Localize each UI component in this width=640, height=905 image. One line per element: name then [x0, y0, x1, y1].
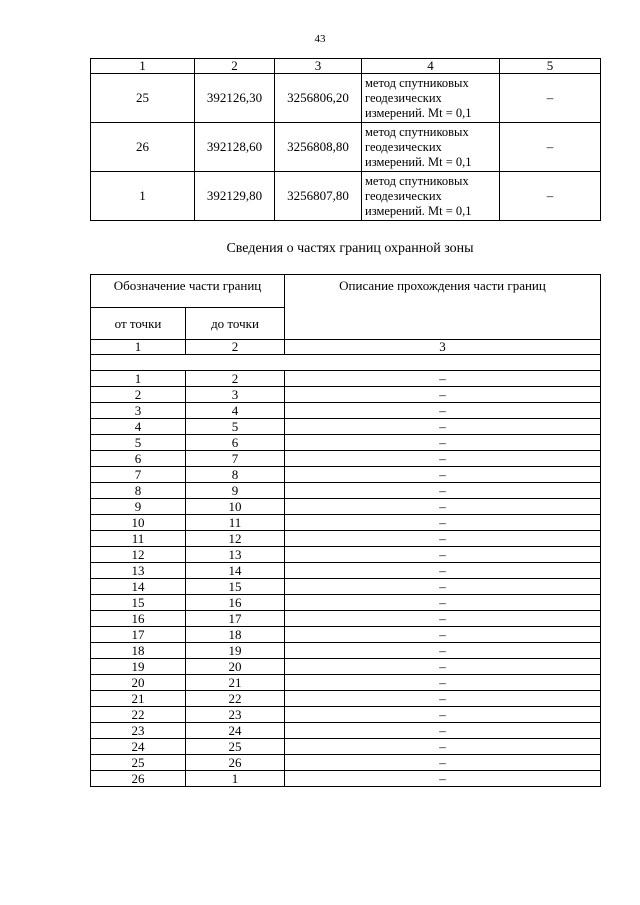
description-cell: – [285, 419, 601, 435]
description-cell: – [285, 371, 601, 387]
table-row [91, 643, 601, 659]
method-line: измерений. Mt = 0,1 [365, 154, 472, 169]
to-point: 23 [186, 707, 285, 723]
method-line: измерений. Mt = 0,1 [365, 105, 472, 120]
description-cell: – [285, 563, 601, 579]
table-row [91, 723, 601, 739]
from-point: 2 [91, 387, 186, 403]
to-point: 3 [186, 387, 285, 403]
table-row [91, 563, 601, 579]
from-point: 17 [91, 627, 186, 643]
to-point: 9 [186, 483, 285, 499]
table-row [91, 499, 601, 515]
description-cell: – [285, 611, 601, 627]
method-description [362, 172, 500, 221]
note-cell: – [500, 74, 601, 123]
column-number-row [91, 340, 601, 355]
table-row [91, 515, 601, 531]
table-row [91, 755, 601, 771]
to-point: 7 [186, 451, 285, 467]
from-point: 1 [91, 371, 186, 387]
description-cell: – [285, 451, 601, 467]
to-point: 19 [186, 643, 285, 659]
from-point: 6 [91, 451, 186, 467]
part-description-header: Описание прохождения части границ [285, 275, 601, 340]
description-cell: – [285, 723, 601, 739]
column-header: 5 [500, 59, 601, 74]
column-header: 3 [275, 59, 362, 74]
method-line: геодезических [365, 139, 442, 154]
table-row [91, 659, 601, 675]
method-line: метод спутниковых [365, 173, 469, 188]
coordinates-row [91, 74, 601, 123]
to-point: 13 [186, 547, 285, 563]
coordinates-table [90, 58, 601, 221]
from-point: 4 [91, 419, 186, 435]
note-cell: – [500, 123, 601, 172]
method-line: метод спутниковых [365, 75, 469, 90]
table-row [91, 371, 601, 387]
column-number: 2 [186, 340, 285, 355]
to-point: 21 [186, 675, 285, 691]
method-line: метод спутниковых [365, 124, 469, 139]
description-cell: – [285, 387, 601, 403]
parts-header-row [91, 275, 601, 308]
from-point: 19 [91, 659, 186, 675]
from-point: 18 [91, 643, 186, 659]
y-coordinate: 3256808,80 [275, 123, 362, 172]
from-point: 26 [91, 771, 186, 787]
table-row [91, 531, 601, 547]
from-point: 22 [91, 707, 186, 723]
from-point: 14 [91, 579, 186, 595]
table-row [91, 707, 601, 723]
note-cell: – [500, 172, 601, 221]
column-header: 1 [91, 59, 195, 74]
table-row [91, 739, 601, 755]
to-point: 11 [186, 515, 285, 531]
description-cell: – [285, 515, 601, 531]
method-line: геодезических [365, 90, 442, 105]
table-row [91, 595, 601, 611]
to-point: 4 [186, 403, 285, 419]
to-point: 22 [186, 691, 285, 707]
column-header: 2 [195, 59, 275, 74]
description-cell: – [285, 499, 601, 515]
description-cell: – [285, 483, 601, 499]
table-row [91, 387, 601, 403]
description-cell: – [285, 691, 601, 707]
boundary-parts-table [90, 274, 601, 787]
table-row [91, 675, 601, 691]
from-point: 8 [91, 483, 186, 499]
empty-cell [91, 355, 601, 371]
to-point: 5 [186, 419, 285, 435]
description-cell: – [285, 403, 601, 419]
to-point: 12 [186, 531, 285, 547]
coordinates-row [91, 172, 601, 221]
x-coordinate: 392128,60 [195, 123, 275, 172]
description-cell: – [285, 643, 601, 659]
description-cell: – [285, 435, 601, 451]
table-row [91, 467, 601, 483]
from-point: 5 [91, 435, 186, 451]
from-point: 15 [91, 595, 186, 611]
description-cell: – [285, 579, 601, 595]
description-cell: – [285, 659, 601, 675]
table-row [91, 627, 601, 643]
method-line: измерений. Mt = 0,1 [365, 203, 472, 218]
method-line: геодезических [365, 188, 442, 203]
to-point: 2 [186, 371, 285, 387]
section-title: Сведения о частях границ охранной зоны [226, 241, 474, 256]
method-description [362, 74, 500, 123]
part-designation-header: Обозначение части границ [91, 275, 285, 308]
to-point: 17 [186, 611, 285, 627]
description-cell: – [285, 547, 601, 563]
to-point: 20 [186, 659, 285, 675]
y-coordinate: 3256807,80 [275, 172, 362, 221]
column-number: 1 [91, 340, 186, 355]
column-header: 4 [362, 59, 500, 74]
table-row [91, 419, 601, 435]
to-point: 24 [186, 723, 285, 739]
coordinates-row [91, 123, 601, 172]
description-cell: – [285, 675, 601, 691]
table-row [91, 771, 601, 787]
from-point-header: от точки [91, 308, 186, 340]
from-point: 16 [91, 611, 186, 627]
description-cell: – [285, 707, 601, 723]
method-description [362, 123, 500, 172]
to-point-header: до точки [186, 308, 285, 340]
from-point: 9 [91, 499, 186, 515]
to-point: 6 [186, 435, 285, 451]
from-point: 20 [91, 675, 186, 691]
description-cell: – [285, 739, 601, 755]
table-row [91, 611, 601, 627]
to-point: 15 [186, 579, 285, 595]
to-point: 10 [186, 499, 285, 515]
to-point: 16 [186, 595, 285, 611]
table-row [91, 547, 601, 563]
from-point: 24 [91, 739, 186, 755]
y-coordinate: 3256806,20 [275, 74, 362, 123]
description-cell: – [285, 627, 601, 643]
point-number: 25 [91, 74, 195, 123]
description-cell: – [285, 771, 601, 787]
x-coordinate: 392129,80 [195, 172, 275, 221]
description-cell: – [285, 531, 601, 547]
coordinates-header-row [91, 59, 601, 74]
table-row [91, 579, 601, 595]
from-point: 13 [91, 563, 186, 579]
from-point: 25 [91, 755, 186, 771]
to-point: 14 [186, 563, 285, 579]
page-number: 43 [314, 33, 326, 45]
table-row [91, 451, 601, 467]
point-number: 1 [91, 172, 195, 221]
from-point: 7 [91, 467, 186, 483]
to-point: 18 [186, 627, 285, 643]
to-point: 8 [186, 467, 285, 483]
from-point: 3 [91, 403, 186, 419]
to-point: 26 [186, 755, 285, 771]
table-row [91, 691, 601, 707]
column-number: 3 [285, 340, 601, 355]
table-row [91, 435, 601, 451]
to-point: 25 [186, 739, 285, 755]
from-point: 10 [91, 515, 186, 531]
point-number: 26 [91, 123, 195, 172]
from-point: 23 [91, 723, 186, 739]
to-point: 1 [186, 771, 285, 787]
description-cell: – [285, 467, 601, 483]
from-point: 12 [91, 547, 186, 563]
empty-row [91, 355, 601, 371]
description-cell: – [285, 595, 601, 611]
description-cell: – [285, 755, 601, 771]
x-coordinate: 392126,30 [195, 74, 275, 123]
from-point: 21 [91, 691, 186, 707]
table-row [91, 483, 601, 499]
from-point: 11 [91, 531, 186, 547]
table-row [91, 403, 601, 419]
